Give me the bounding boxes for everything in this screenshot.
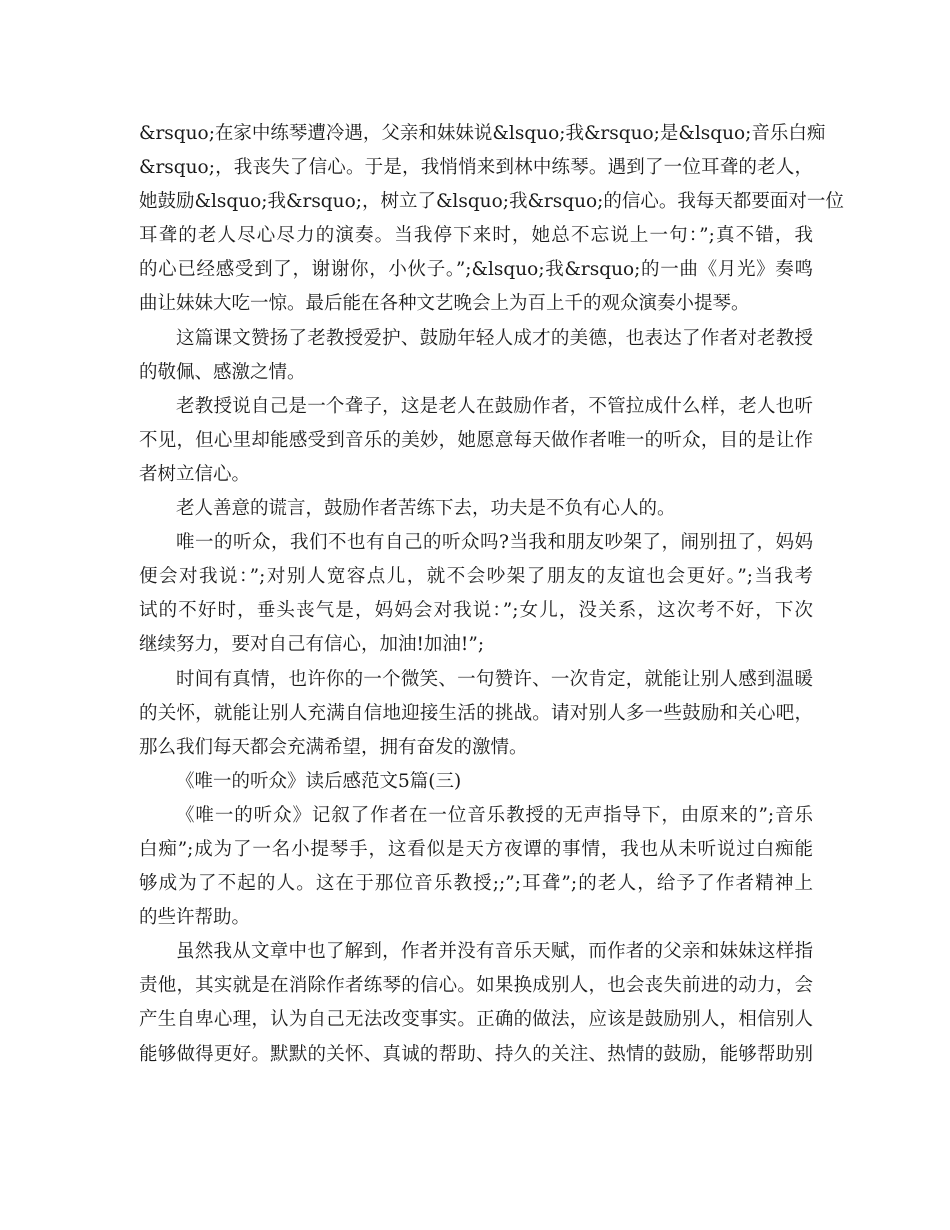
text-line: 白痴”;成为了一名小提琴手，这看似是天方夜谭的事情，我也从未听说过白痴能 <box>139 838 813 860</box>
text-line: 耳聋的老人尽心尽力的演奏。当我停下来时，她总不忘说上一句：”;真不错，我 <box>139 225 813 247</box>
text-line: 的关怀，就能让别人充满自信地迎接生活的挑战。请对别人多一些鼓励和关心吧， <box>139 702 813 724</box>
text-line: 虽然我从文章中也了解到，作者并没有音乐天赋，而作者的父亲和妹妹这样指 <box>176 941 813 963</box>
text-line: 的敬佩、感激之情。 <box>139 361 306 383</box>
text-line: 唯一的听众，我们不也有自己的听众吗?当我和朋友吵架了，闹别扭了，妈妈 <box>176 532 813 554</box>
text-line: 能够做得更好。默默的关怀、真诚的帮助、持久的关注、热情的鼓励，能够帮助别 <box>139 1043 813 1065</box>
text-line: 《唯一的听众》读后感范文5篇(三) <box>176 770 462 792</box>
text-line: 老人善意的谎言，鼓励作者苦练下去，功夫是不负有心人的。 <box>176 498 676 520</box>
text-line: 的心已经感受到了，谢谢你，小伙子。”;&lsquo;我&rsquo;的一曲《月光》奏鸣 <box>139 259 813 281</box>
text-line: 产生自卑心理，认为自己无法改变事实。正确的做法，应该是鼓励别人，相信别人 <box>139 1009 813 1031</box>
text-line: 责他，其实就是在消除作者练琴的信心。如果换成别人，也会丧失前进的动力，会 <box>139 975 813 997</box>
text-line: 不见，但心里却能感受到音乐的美妙，她愿意每天做作者唯一的听众，目的是让作 <box>139 429 813 451</box>
text-line: 便会对我说：”;对别人宽容点儿，就不会吵架了朋友的友谊也会更好。”;当我考 <box>139 566 813 588</box>
text-line: &rsquo;，我丧失了信心。于是，我悄悄来到林中练琴。遇到了一位耳聋的老人， <box>139 157 813 179</box>
text-line: 这篇课文赞扬了老教授爱护、鼓励年轻人成才的美德，也表达了作者对老教授 <box>176 327 813 349</box>
text-line: 老教授说自己是一个聋子，这是老人在鼓励作者，不管拉成什么样，老人也听 <box>176 395 813 417</box>
text-line: &rsquo;在家中练琴遭冷遇，父亲和妹妹说&lsquo;我&rsquo;是&lsquo;音乐白痴 <box>139 123 826 144</box>
text-line: 者树立信心。 <box>139 463 251 485</box>
text-line: 继续努力，要对自己有信心，加油!加油!”; <box>139 634 485 656</box>
text-line: 《唯一的听众》记叙了作者在一位音乐教授的无声指导下，由原来的”;音乐 <box>176 804 813 826</box>
document-body <box>139 117 844 1072</box>
text-line: 够成为了不起的人。这在于那位音乐教授;;”;耳聋”;的老人，给予了作者精神上 <box>139 873 813 895</box>
text-line: 时间有真情，也许你的一个微笑、一句赞许、一次肯定，就能让别人感到温暖 <box>176 668 813 690</box>
text-line: 的些许帮助。 <box>139 907 251 929</box>
text-line: 试的不好时，垂头丧气是，妈妈会对我说：”;女儿，没关系，这次考不好，下次 <box>139 600 813 622</box>
text-line: 她鼓励&lsquo;我&rsquo;，树立了&lsquo;我&rsquo;的信心。我每天都要面对一位 <box>139 191 844 213</box>
text-line: 曲让妹妹大吃一惊。最后能在各种文艺晚会上为百上千的观众演奏小提琴。 <box>139 293 750 315</box>
text-line: 那么我们每天都会充满希望，拥有奋发的激情。 <box>139 736 528 758</box>
